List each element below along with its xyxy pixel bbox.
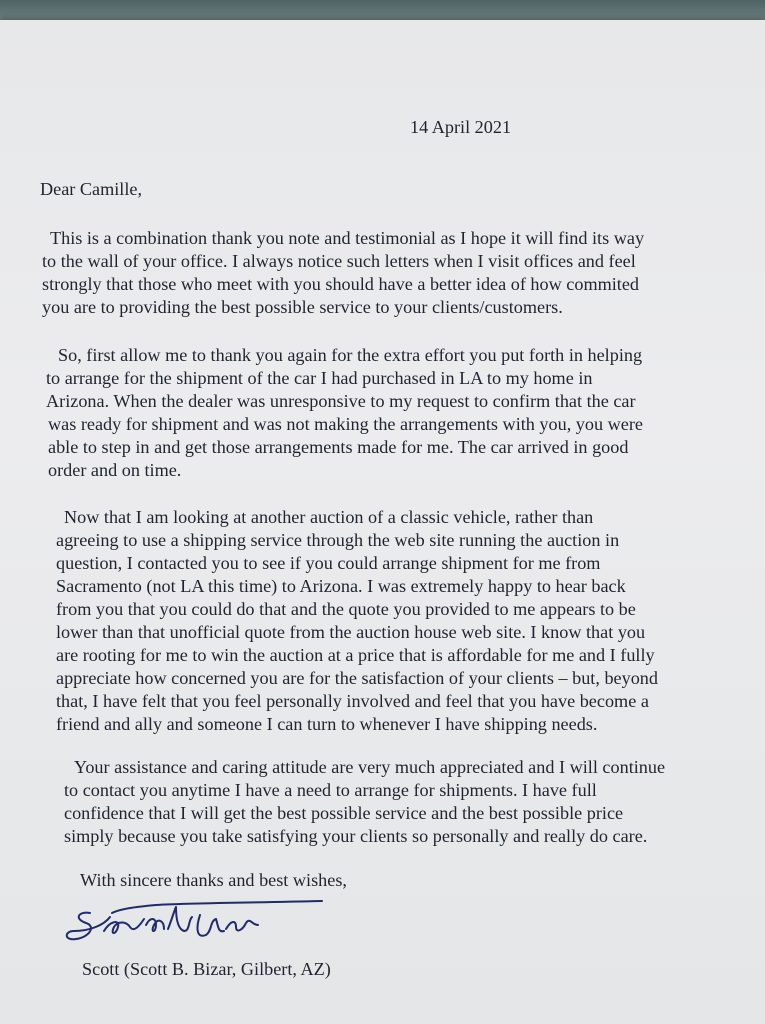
paragraph-line: to contact you anytime I have a need to arrange for shipments. I have full <box>64 780 597 800</box>
paragraph-line: are rooting for me to win the auction at a price that is affordable for me and I fully <box>56 645 655 665</box>
paragraph-line: from you that you could do that and the quote you provided to me appears to be <box>56 599 636 619</box>
handwritten-signature <box>60 895 330 957</box>
paragraph-line: appreciate how concerned you are for the satisfaction of your clients – but, beyond <box>56 668 658 688</box>
paragraph-line: So, first allow me to thank you again for the extra effort you put forth in helping <box>58 345 643 365</box>
paragraph-line: able to step in and get those arrangements made for me. The car arrived in good <box>48 437 629 457</box>
paragraph-line: Now that I am looking at another auction of a classic vehicle, rather than <box>64 507 594 527</box>
paragraph-line: order and on time. <box>48 460 182 480</box>
paragraph-line: lower than that unofficial quote from the auction house web site. I know that you <box>56 622 646 642</box>
paragraph-line: Sacramento (not LA this time) to Arizona. I was extremely happy to hear back <box>56 576 626 596</box>
paragraph-line: that, I have felt that you feel personally involved and feel that you have become a <box>56 691 649 711</box>
paragraph-line: was ready for shipment and was not making the arrangements with you, you were <box>48 414 643 434</box>
paragraph-line: friend and ally and someone I can turn to whenever I have shipping needs. <box>56 714 598 734</box>
paragraph-line: agreeing to use a shipping service through the web site running the auction in <box>56 530 620 550</box>
paragraph-line: to arrange for the shipment of the car I had purchased in LA to my home in <box>46 368 593 388</box>
paragraph-line: question, I contacted you to see if you could arrange shipment for me from <box>56 553 601 573</box>
paragraph-line: Arizona. When the dealer was unresponsive to my request to confirm that the car <box>46 391 636 411</box>
paragraph-line: strongly that those who meet with you should have a better idea of how commited <box>42 274 640 294</box>
letter-date: 14 April 2021 <box>410 117 512 137</box>
paragraph-line: This is a combination thank you note and testimonial as I hope it will find its way <box>50 228 645 248</box>
signer-name: Scott (Scott B. Bizar, Gilbert, AZ) <box>82 959 331 979</box>
paragraph-line: simply because you take satisfying your clients so personally and really do care. <box>64 826 648 846</box>
closing: With sincere thanks and best wishes, <box>80 870 347 890</box>
paragraph-line: you are to providing the best possible service to your clients/customers. <box>42 297 563 317</box>
paragraph-line: to the wall of your office. I always notice such letters when I visit offices and feel <box>42 251 636 271</box>
salutation: Dear Camille, <box>40 179 143 199</box>
paragraph-line: confidence that I will get the best possible service and the best possible price <box>64 803 624 823</box>
paragraph-line: Your assistance and caring attitude are very much appreciated and I will continue <box>74 757 666 777</box>
